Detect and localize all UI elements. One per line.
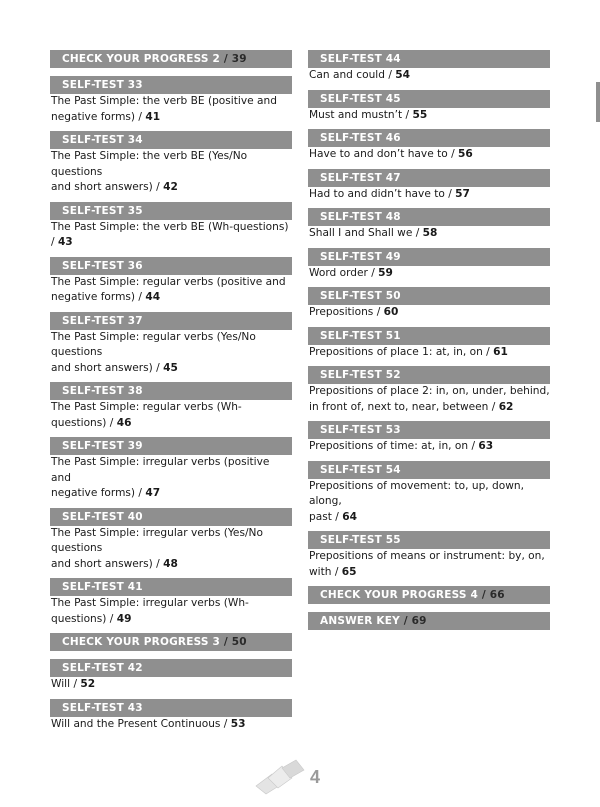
section-title: SELF-TEST 51 xyxy=(320,329,401,342)
topic-line: Will / xyxy=(51,678,81,690)
section-header xyxy=(308,612,550,630)
section-title: CHECK YOUR PROGRESS 3 xyxy=(62,636,220,648)
self-test-entry[interactable] xyxy=(308,327,550,364)
page-ref: 47 xyxy=(145,487,161,499)
topic-line: negative forms) / xyxy=(51,291,146,303)
topic-description xyxy=(308,305,550,324)
section-header xyxy=(308,248,550,266)
section-title: SELF-TEST 55 xyxy=(320,534,401,546)
progress-entry[interactable] xyxy=(308,586,550,604)
topic-line: past / xyxy=(309,510,343,523)
topic-line: Prepositions of time: at, in, on / xyxy=(309,440,479,452)
topic-line: Will and the Present Continuous / xyxy=(51,717,231,730)
edge-tab xyxy=(596,82,600,122)
topic-line: The Past Simple: regular verbs (Yes/No questions xyxy=(51,330,256,358)
topic-description xyxy=(308,226,550,245)
topic-description xyxy=(50,330,292,380)
page-ref: 62 xyxy=(498,400,514,413)
progress-entry[interactable] xyxy=(50,633,292,651)
topic-line: Prepositions of means or instrument: by, on, xyxy=(309,550,545,562)
section-title: SELF-TEST 45 xyxy=(320,92,401,105)
section-header xyxy=(308,421,550,439)
page-ref: 43 xyxy=(57,236,73,248)
topic-line: Prepositions of place 1: at, in, on / xyxy=(309,345,494,358)
section-header xyxy=(308,461,550,479)
section-title: SELF-TEST 47 xyxy=(320,171,401,184)
separator: / xyxy=(219,53,232,65)
section-title: SELF-TEST 33 xyxy=(62,79,143,91)
contents-column-left xyxy=(50,50,292,738)
page-ref: 66 xyxy=(489,589,505,601)
page-number: 4 xyxy=(310,767,321,787)
topic-description xyxy=(308,549,550,583)
section-title: SELF-TEST 41 xyxy=(62,581,143,593)
page-ref: 54 xyxy=(395,69,411,81)
section-title: SELF-TEST 39 xyxy=(62,440,143,452)
section-header xyxy=(50,508,292,526)
section-header xyxy=(50,659,292,677)
topic-line: Word order / xyxy=(309,266,379,279)
self-test-entry[interactable] xyxy=(308,129,550,166)
section-title: SELF-TEST 44 xyxy=(320,53,401,65)
topic-line: The Past Simple: irregular verbs (Yes/No questions xyxy=(51,526,263,554)
section-header xyxy=(308,90,550,108)
section-title: SELF-TEST 46 xyxy=(320,132,401,144)
topic-line: Have to and don’t have to / xyxy=(309,148,459,160)
section-title: SELF-TEST 52 xyxy=(320,369,401,381)
section-title: SELF-TEST 42 xyxy=(62,662,143,674)
section-header xyxy=(50,76,292,94)
progress-entry[interactable] xyxy=(50,50,292,68)
topic-description xyxy=(308,479,550,529)
topic-line: The Past Simple: the verb BE (Wh-questions) / xyxy=(51,220,289,248)
topic-line: Prepositions of place 2: in, on, under, behind, xyxy=(309,385,550,397)
topic-description xyxy=(308,384,550,418)
page-ref: 39 xyxy=(231,53,247,65)
topic-line: Prepositions / xyxy=(309,306,384,318)
topic-line: and short answers) / xyxy=(51,361,164,374)
page-ref: 48 xyxy=(163,557,178,570)
section-title: CHECK YOUR PROGRESS 4 xyxy=(320,589,478,601)
page-ref: 50 xyxy=(231,636,247,648)
section-header xyxy=(50,437,292,455)
topic-line: Shall I and Shall we / xyxy=(309,227,423,239)
section-header xyxy=(50,131,292,149)
topic-line: The Past Simple: regular verbs (Wh-questions) / xyxy=(51,401,242,429)
separator: / xyxy=(399,615,412,627)
page-ref: 59 xyxy=(378,266,393,279)
section-header xyxy=(308,287,550,305)
self-test-entry[interactable] xyxy=(50,437,292,505)
topic-line: with / xyxy=(309,565,342,578)
page-ref: 41 xyxy=(145,110,161,123)
topic-line: The Past Simple: irregular verbs (positive and xyxy=(51,456,270,484)
page-ref: 55 xyxy=(412,108,428,121)
self-test-entry[interactable] xyxy=(50,312,292,380)
section-title: SELF-TEST 40 xyxy=(62,510,143,523)
topic-description xyxy=(308,147,550,166)
self-test-entry[interactable] xyxy=(50,76,292,128)
page-ref: 58 xyxy=(422,227,438,239)
page-ref: 45 xyxy=(163,361,178,374)
topic-line: negative forms) / xyxy=(51,110,146,123)
section-title: SELF-TEST 35 xyxy=(62,204,143,217)
page-ref: 61 xyxy=(493,345,508,358)
self-test-entry[interactable] xyxy=(308,208,550,245)
self-test-entry[interactable] xyxy=(308,461,550,529)
topic-line: and short answers) / xyxy=(51,557,164,570)
page-ref: 63 xyxy=(478,440,494,452)
section-header xyxy=(308,327,550,345)
topic-description xyxy=(308,345,550,364)
section-header xyxy=(308,531,550,549)
section-header xyxy=(308,169,550,187)
progress-entry[interactable] xyxy=(308,612,550,630)
topic-description xyxy=(50,596,292,630)
topic-description xyxy=(308,108,550,127)
section-header xyxy=(308,129,550,147)
section-header xyxy=(308,366,550,384)
topic-description xyxy=(308,266,550,285)
section-title: SELF-TEST 48 xyxy=(320,211,401,223)
topic-description xyxy=(50,455,292,505)
page-ref: 57 xyxy=(455,187,470,200)
topic-line: negative forms) / xyxy=(51,487,146,499)
self-test-entry[interactable] xyxy=(308,421,550,458)
self-test-entry[interactable] xyxy=(308,169,550,206)
topic-description xyxy=(50,94,292,128)
self-test-entry[interactable] xyxy=(50,202,292,254)
topic-line: and short answers) / xyxy=(51,181,164,193)
topic-line: The Past Simple: the verb BE (positive and xyxy=(51,95,277,107)
section-header xyxy=(50,699,292,717)
page-ref: 49 xyxy=(116,612,132,625)
section-header xyxy=(308,586,550,604)
page-ref: 42 xyxy=(163,181,178,193)
page-ref: 56 xyxy=(458,148,473,160)
topic-description xyxy=(50,149,292,199)
section-title: SELF-TEST 54 xyxy=(320,463,401,476)
section-header xyxy=(50,202,292,220)
section-title: SELF-TEST 43 xyxy=(62,701,143,714)
topic-line: Must and mustn’t / xyxy=(309,108,413,121)
page-ref: 64 xyxy=(342,510,357,523)
topic-description xyxy=(308,439,550,458)
self-test-entry[interactable] xyxy=(308,287,550,324)
topic-line: Had to and didn’t have to / xyxy=(309,187,456,200)
self-test-entry[interactable] xyxy=(308,50,550,87)
self-test-entry[interactable] xyxy=(308,531,550,583)
section-header xyxy=(50,312,292,330)
separator: / xyxy=(219,636,232,648)
section-title: SELF-TEST 50 xyxy=(320,290,401,302)
section-header xyxy=(50,578,292,596)
self-test-entry[interactable] xyxy=(308,90,550,127)
section-header xyxy=(50,50,292,68)
section-title: SELF-TEST 37 xyxy=(62,314,143,327)
topic-description xyxy=(50,526,292,576)
topic-line: in front of, next to, near, between / xyxy=(309,400,499,413)
topic-line: Prepositions of movement: to, up, down, along, xyxy=(309,479,524,507)
topic-description xyxy=(50,717,292,736)
self-test-entry[interactable] xyxy=(50,699,292,736)
section-header xyxy=(308,50,550,68)
section-title: SELF-TEST 36 xyxy=(62,259,143,272)
topic-line: Can and could / xyxy=(309,69,396,81)
section-title: SELF-TEST 53 xyxy=(320,424,401,436)
page-ref: 44 xyxy=(145,291,161,303)
section-title: SELF-TEST 49 xyxy=(320,250,401,263)
self-test-entry[interactable] xyxy=(50,508,292,576)
self-test-entry[interactable] xyxy=(50,257,292,309)
section-title: SELF-TEST 38 xyxy=(62,385,143,397)
topic-line: The Past Simple: the verb BE (Yes/No questions xyxy=(51,150,248,178)
self-test-entry[interactable] xyxy=(50,131,292,199)
topic-description xyxy=(50,400,292,434)
self-test-entry[interactable] xyxy=(50,659,292,696)
separator: / xyxy=(477,589,490,601)
section-header xyxy=(50,633,292,651)
section-header xyxy=(50,257,292,275)
topic-line: The Past Simple: regular verbs (positive and xyxy=(51,275,286,288)
page-ref: 46 xyxy=(116,416,132,429)
section-header xyxy=(50,382,292,400)
section-title: SELF-TEST 34 xyxy=(62,134,143,146)
topic-description xyxy=(50,275,292,309)
page-ref: 65 xyxy=(341,565,357,578)
topic-line: The Past Simple: irregular verbs (Wh-questions) / xyxy=(51,597,249,625)
page-ref: 60 xyxy=(383,306,399,318)
self-test-entry[interactable] xyxy=(308,366,550,418)
page-ref: 69 xyxy=(411,615,427,627)
page-ref: 53 xyxy=(230,717,246,730)
section-title: ANSWER KEY xyxy=(320,615,400,627)
section-title: CHECK YOUR PROGRESS 2 xyxy=(62,53,220,65)
topic-description xyxy=(50,220,292,254)
self-test-entry[interactable] xyxy=(308,248,550,285)
topic-description xyxy=(308,68,550,87)
contents-column-right xyxy=(308,50,550,638)
topic-description xyxy=(308,187,550,206)
page-ref: 52 xyxy=(80,678,96,690)
topic-description xyxy=(50,677,292,696)
section-header xyxy=(308,208,550,226)
self-test-entry[interactable] xyxy=(50,578,292,630)
self-test-entry[interactable] xyxy=(50,382,292,434)
